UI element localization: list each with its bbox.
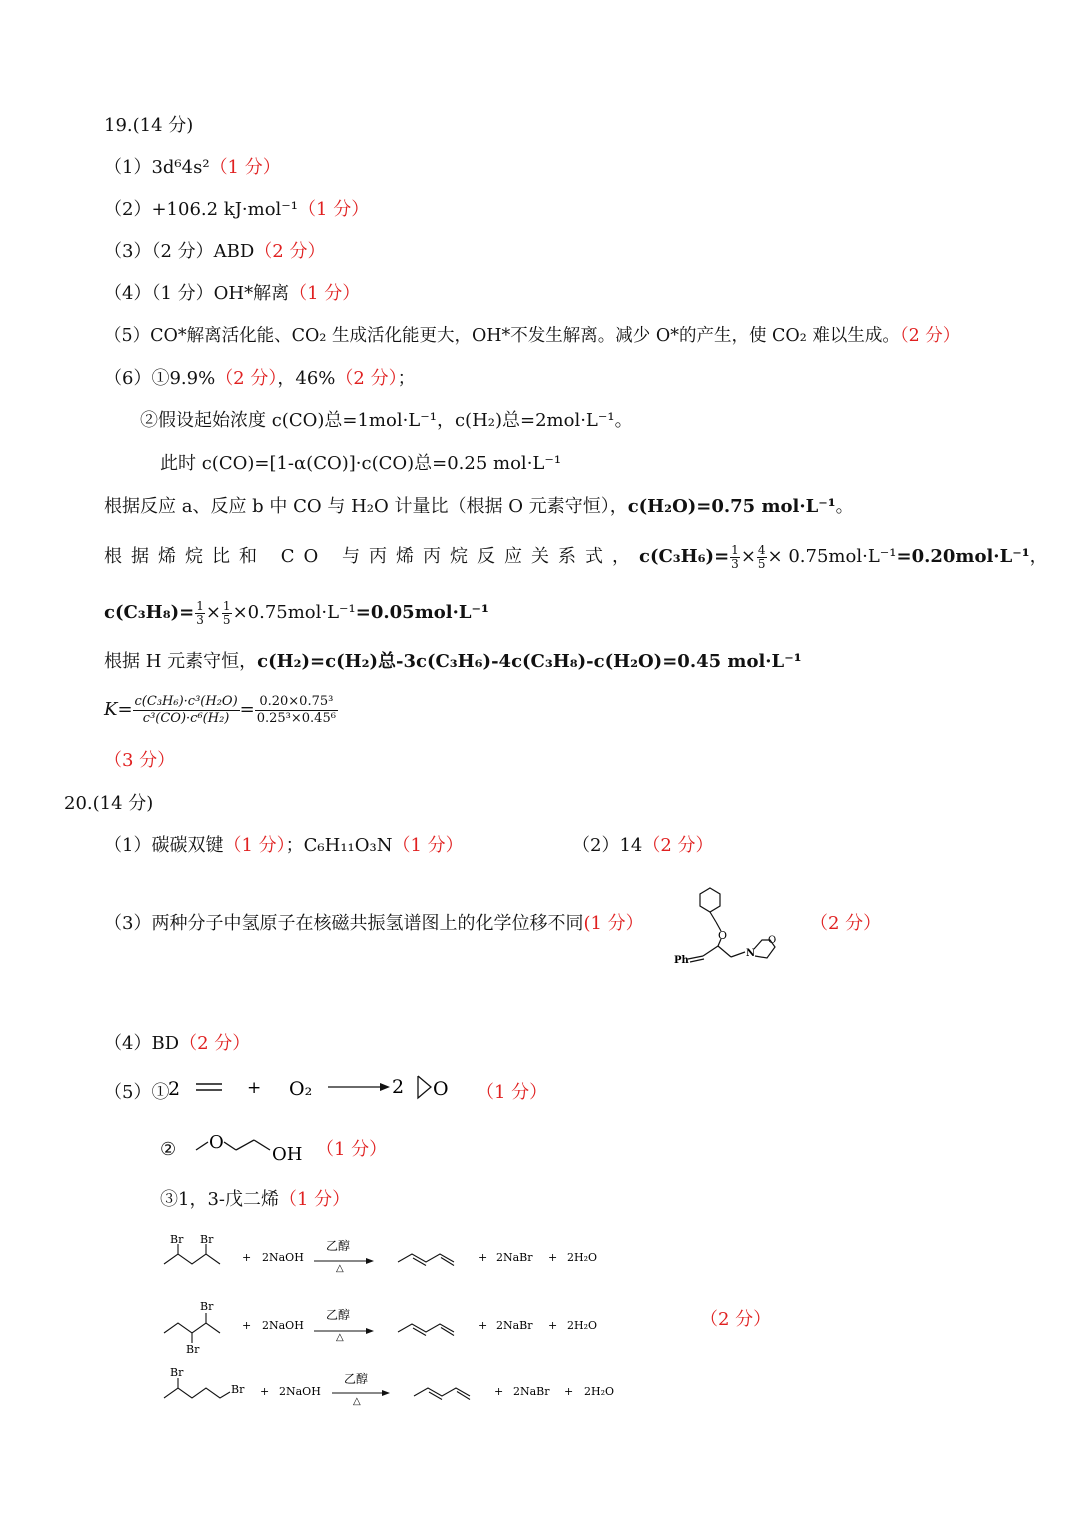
q20-part3-text: 两种分子中氢原子在核磁共振氢谱图上的化学位移不同: [151, 913, 584, 934]
q19-part6-h2o-text: 根据反应 a、反应 b 中 CO 与 H₂O 计量比（根据 O 元素守恒），: [104, 496, 628, 517]
q19-part4: [104, 282, 360, 306]
r1-plus2: +: [478, 1251, 488, 1264]
r2-water: 2H₂O: [567, 1319, 598, 1332]
q19-part1-label: （1）: [104, 157, 152, 178]
r3-cond-top: 乙醇: [344, 1372, 369, 1386]
r1-naoh: 2NaOH: [262, 1251, 304, 1264]
q19-part4-answer: （1 分）OH*解离: [151, 283, 290, 304]
q20-part5-equation: [168, 1068, 468, 1108]
eq-epoxide-o: O: [433, 1078, 449, 1100]
q19-part3-score: （2 分）: [254, 241, 326, 262]
q19-part6-h2o-result: c(H₂O)=0.75 mol·L⁻¹: [627, 496, 836, 517]
q20-part3-structure-score: （2 分）: [810, 913, 882, 934]
q19-part2-score: （1 分）: [298, 199, 370, 220]
q19-part6-co-conc: 此时 c(CO)=[1-α(CO)]·c(CO)总=0.25 mol·L⁻¹: [160, 453, 562, 474]
structure-ph: Ph: [674, 955, 689, 966]
q20-part4: [104, 1032, 250, 1056]
q20-part5-circle2: ②: [160, 1139, 177, 1160]
q19-part6-h2-text: 根据 H 元素守恒，: [104, 651, 258, 672]
r1-br1: Br: [170, 1233, 184, 1246]
q19-part6-c3h6-frac1: $\frac{1}{3}$: [731, 542, 739, 571]
q19-part6: [104, 367, 416, 391]
structure-ether-o: O: [718, 929, 728, 942]
r2-plus1: +: [242, 1319, 252, 1332]
q19-part6-end: ；: [397, 368, 416, 389]
r3-nabr: 2NaBr: [513, 1385, 550, 1398]
q19-part6-c3h6-result: =0.20mol·L⁻¹: [896, 546, 1030, 567]
r2-br1: Br: [200, 1300, 214, 1313]
r1-plus1: +: [242, 1251, 252, 1264]
q19-part6-a-score: （2 分）: [215, 368, 278, 389]
struct2-oh: OH: [272, 1144, 303, 1165]
q19-part6-b: ，46%: [277, 368, 336, 389]
q20-part5-score: （1 分）: [476, 1082, 548, 1103]
q19-part6-h2-result: 0.45 mol·L⁻¹: [677, 651, 802, 672]
q19-part6-c3h6-frac2: $\frac{4}{5}$: [757, 542, 766, 571]
q20-part3-structure: [668, 878, 788, 970]
r3-plus1: +: [260, 1385, 270, 1398]
q19-part6-k: K= $\frac{\text{c(C₃H₆)·c³(H₂O)}}{\text{c³(CO)·c⁶(H₂)}}$ = $\frac{\text{0.20×0.75³}}{\text{0.25³×0.45⁶}}$: [104, 693, 336, 726]
reaction-3: [150, 1362, 630, 1412]
struct2-o: O: [209, 1132, 224, 1153]
q19-part6-h2: [104, 650, 802, 674]
q20-part4-score: （2 分）: [179, 1033, 251, 1054]
q20-part5-3-circle: ③: [160, 1189, 178, 1210]
q19-part5-text: CO*解离活化能、CO₂ 生成活化能更大，OH*不发生解离。减少 O*的产生，使 CO₂ 难以生成。: [150, 326, 900, 346]
r3-naoh: 2NaOH: [279, 1385, 321, 1398]
q20-part1-label: （1）: [104, 835, 152, 856]
r1-cond-bottom: △: [336, 1263, 344, 1274]
r1-water: 2H₂O: [567, 1251, 598, 1264]
q20-part1-sep: ；: [285, 835, 304, 856]
q20-part2-label: （2）: [572, 835, 620, 856]
q19-part5-label: （5）: [104, 326, 151, 346]
q20-part2-answer: 14: [619, 835, 643, 856]
r3-plus3: +: [564, 1385, 574, 1398]
q20-part5-label: （5）①: [104, 1082, 170, 1103]
q20-part5-3-score: （1 分）: [279, 1189, 351, 1210]
q20-part1-b-score: （1 分）: [392, 835, 464, 856]
q20-part1-a: 碳碳双键: [151, 835, 224, 856]
r3-br2: Br: [231, 1383, 245, 1396]
q19-part1: [104, 156, 281, 180]
q19-part6-c3h6-lhs: c(C₃H₆)=: [638, 546, 730, 567]
q19-part6-h2o-end: 。: [835, 496, 854, 517]
q19-part3: [104, 240, 325, 264]
eq-plus: +: [247, 1078, 262, 1098]
q19-part6-label: （6）: [104, 368, 152, 389]
r1-plus3: +: [548, 1251, 558, 1264]
q19-part2-answer: +106.2 kJ·mol⁻¹: [151, 199, 299, 220]
q19-part6-c3h8-frac1: $\frac{1}{3}$: [196, 598, 204, 627]
q19-part6-k-label: K=: [104, 699, 133, 720]
q19-part6-c3h6-mid: × 0.75mol·L⁻¹: [767, 546, 897, 567]
q19-part6-a: ①9.9%: [151, 368, 216, 389]
q19-part6-c3h6-text: 根据烯烷比和 CO 与丙烯丙烷反应关系式，: [104, 546, 639, 567]
q20-part2-score: （2 分）: [642, 835, 714, 856]
q20-part5-2-score: （1 分）: [316, 1139, 388, 1160]
r2-naoh: 2NaOH: [262, 1319, 304, 1332]
q19-part6-c3h6: 根据烯烷比和 CO 与丙烯丙烷反应关系式，c(C₃H₆)= $\frac{1}{3}$ × $\frac{4}{5}$ × 0.75mol·L⁻¹=0.20mol·L⁻¹，: [104, 542, 1048, 571]
q19-part3-label: （3）: [104, 241, 152, 262]
q20-part1-a-score: （1 分）: [223, 835, 286, 856]
q19-part6-c3h8: c(C₃H₈)= $\frac{1}{3}$ × $\frac{1}{5}$ ×0.75mol·L⁻¹=0.05mol·L⁻¹: [104, 598, 489, 627]
r3-water: 2H₂O: [584, 1385, 615, 1398]
q20-part3-score: (1 分）: [583, 913, 644, 934]
q20-part3: [104, 912, 644, 936]
reactions-score: （2 分）: [700, 1309, 772, 1330]
r2-br2: Br: [186, 1343, 200, 1356]
q19-part4-score: （1 分）: [289, 283, 361, 304]
structure-n: N: [746, 948, 756, 959]
r2-plus2: +: [478, 1319, 488, 1332]
q19-part6-c3h8-result: =0.05mol·L⁻¹: [355, 602, 489, 623]
r3-cond-bottom: △: [353, 1396, 361, 1407]
r3-plus2: +: [494, 1385, 504, 1398]
q19-part3-answer: （2 分）ABD: [151, 241, 255, 262]
q19-header: 19.(14 分): [104, 115, 194, 136]
q20-part4-answer: BD: [151, 1033, 180, 1054]
reaction-2: [150, 1293, 620, 1357]
q19-part2-label: （2）: [104, 199, 152, 220]
q19-part6-k-numeric: $\frac{\text{0.20×0.75³}}{\text{0.25³×0.45⁶}}$: [256, 693, 336, 726]
q20-part5-circle1: ①: [151, 1082, 170, 1103]
q19-part2: [104, 198, 369, 222]
q19-part1-score: （1 分）: [209, 157, 281, 178]
q19-part5-score: （2 分）: [899, 326, 961, 346]
r1-cond-top: 乙醇: [326, 1239, 351, 1253]
q19-part6-c3h8-mid: ×0.75mol·L⁻¹: [232, 602, 356, 623]
reaction-1: [150, 1228, 620, 1278]
q19-part6-c3h8-frac2: $\frac{1}{5}$: [222, 598, 231, 627]
r1-br2: Br: [200, 1233, 214, 1246]
q19-part1-answer: 3d⁶4s²: [151, 157, 210, 178]
q20-part5-2-structure: [192, 1128, 312, 1168]
r2-cond-top: 乙醇: [326, 1308, 351, 1322]
q20-part3-label: （3）: [104, 913, 152, 934]
r2-plus3: +: [548, 1319, 558, 1332]
q19-part6-h2-expr: c(H₂)=c(H₂)总-3c(C₃H₆)-4c(C₃H₈)-c(H₂O)=: [257, 651, 678, 672]
structure-ring-o: O: [768, 935, 777, 946]
q19-part5: [104, 324, 960, 348]
eq-coef1: 2: [168, 1078, 181, 1100]
q20-part5-3: [160, 1188, 350, 1212]
q19-part6-k-symbolic: $\frac{\text{c(C₃H₆)·c³(H₂O)}}{\text{c³(CO)·c⁶(H₂)}}$: [134, 693, 238, 726]
q20-part5-3-text: 1，3-戊二烯: [178, 1189, 279, 1210]
r2-cond-bottom: △: [336, 1332, 344, 1343]
q19-part6-assumption: ②假设起始浓度 c(CO)总=1mol·L⁻¹，c(H₂)总=2mol·L⁻¹。: [140, 410, 633, 431]
q19-part6-score: （3 分）: [104, 750, 176, 771]
q19-part6-h2o: [104, 495, 854, 519]
q19-part6-b-score: （2 分）: [335, 368, 398, 389]
q20-part1-b: C₆H₁₁O₃N: [303, 835, 393, 856]
r3-br1: Br: [170, 1366, 184, 1379]
q19-part6-c3h8-lhs: c(C₃H₈)=: [104, 602, 195, 623]
eq-o2: O₂: [289, 1078, 313, 1100]
q20-part1: [104, 834, 464, 858]
r2-nabr: 2NaBr: [496, 1319, 533, 1332]
eq-coef2: 2: [392, 1076, 405, 1098]
r1-nabr: 2NaBr: [496, 1251, 533, 1264]
q20-part2: [572, 834, 714, 858]
q19-part4-label: （4）: [104, 283, 152, 304]
q19-part6-c3h6-end: ，: [1029, 546, 1048, 567]
q20-part4-label: （4）: [104, 1033, 152, 1054]
q20-header: 20.(14 分): [64, 793, 154, 814]
